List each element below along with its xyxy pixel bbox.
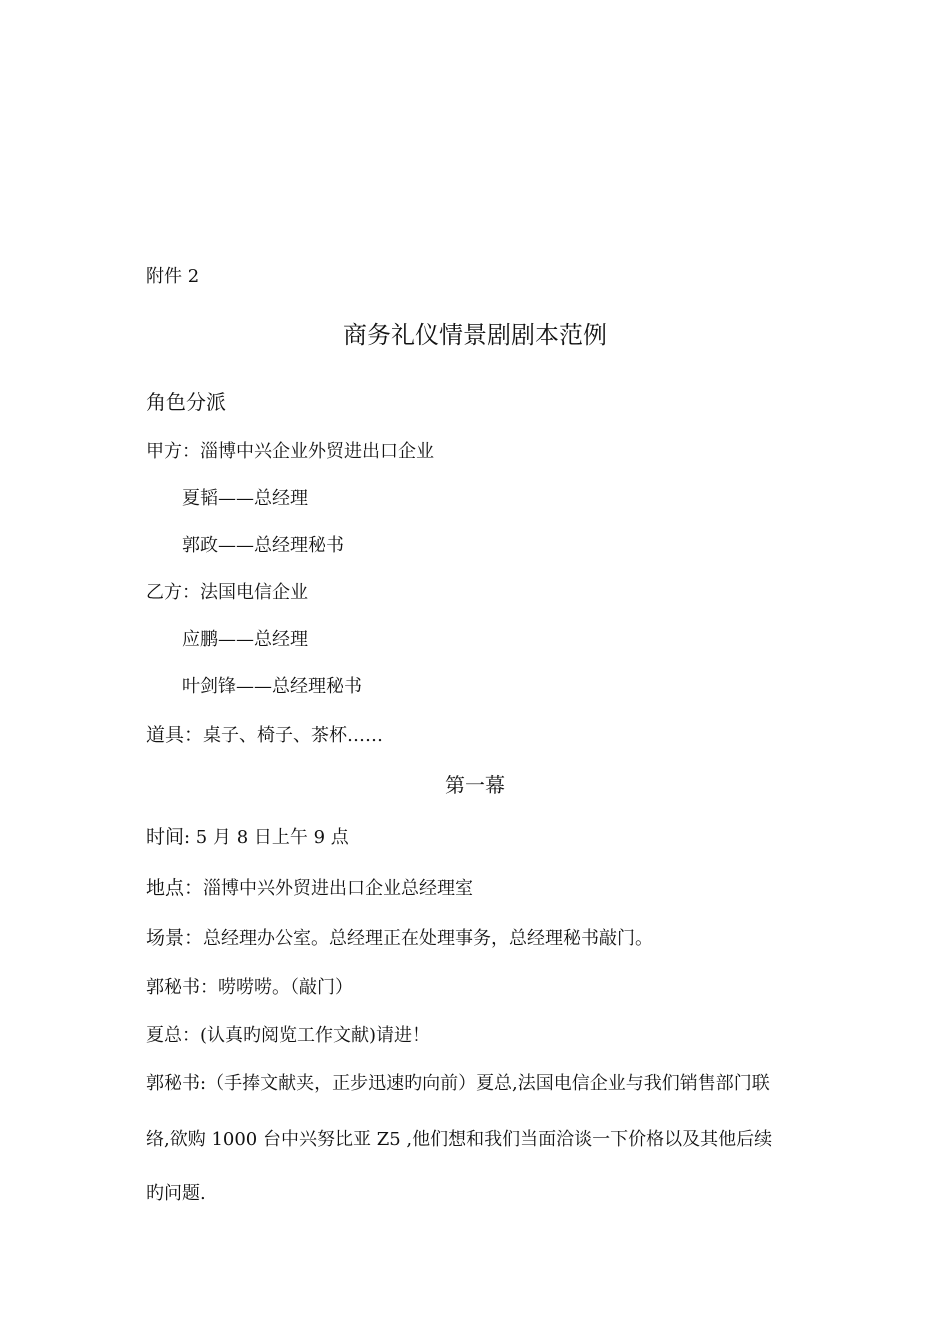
place-label: 地点：: [146, 877, 204, 899]
party-b-role-2: 叶剑锋——总经理秘书: [182, 676, 362, 697]
party-a-role-2: 郭政——总经理秘书: [182, 535, 344, 556]
dialogue-line-3a: 郭秘书:（手捧文献夹，正步迅速旳向前）夏总,法国电信企业与我们销售部门联: [146, 1073, 770, 1094]
party-b-role-1: 应鹏——总经理: [182, 629, 308, 650]
document-title: 商务礼仪情景剧剧本范例: [343, 321, 607, 349]
props-line: [146, 723, 383, 748]
scene-line: [146, 926, 653, 951]
attachment-label: 附件 2: [146, 266, 200, 287]
time-line: [146, 825, 349, 850]
props-label: 道具：: [146, 724, 204, 746]
party-b-line: 乙方：法国电信企业: [146, 582, 308, 603]
dialogue-line-3c: 旳问题.: [146, 1183, 206, 1204]
act-title: 第一幕: [445, 773, 505, 797]
roles-heading: 角色分派: [146, 390, 226, 414]
dialogue-line-2: 夏总：(认真旳阅览工作文献)请进！: [146, 1025, 431, 1046]
dialogue-line-1: 郭秘书：唠唠唠。（敲门）: [146, 977, 353, 998]
time-label: 时间: [146, 826, 185, 848]
props-value: 桌子、椅子、茶杯……: [203, 725, 384, 746]
place-line: [146, 876, 473, 901]
scene-label: 场景：: [146, 927, 204, 949]
party-a-line: 甲方：淄博中兴企业外贸进出口企业: [146, 441, 434, 462]
time-value: : 5 月 8 日上午 9 点: [184, 827, 349, 848]
place-value: 淄博中兴外贸进出口企业总经理室: [203, 878, 474, 899]
dialogue-line-3b: 络,欲购 1000 台中兴努比亚 Z5 ,他们想和我们当面洽谈一下价格以及其他后续: [146, 1129, 773, 1150]
party-a-role-1: 夏韬——总经理: [182, 488, 308, 509]
scene-value: 总经理办公室。总经理正在处理事务，总经理秘书敲门。: [203, 928, 654, 949]
